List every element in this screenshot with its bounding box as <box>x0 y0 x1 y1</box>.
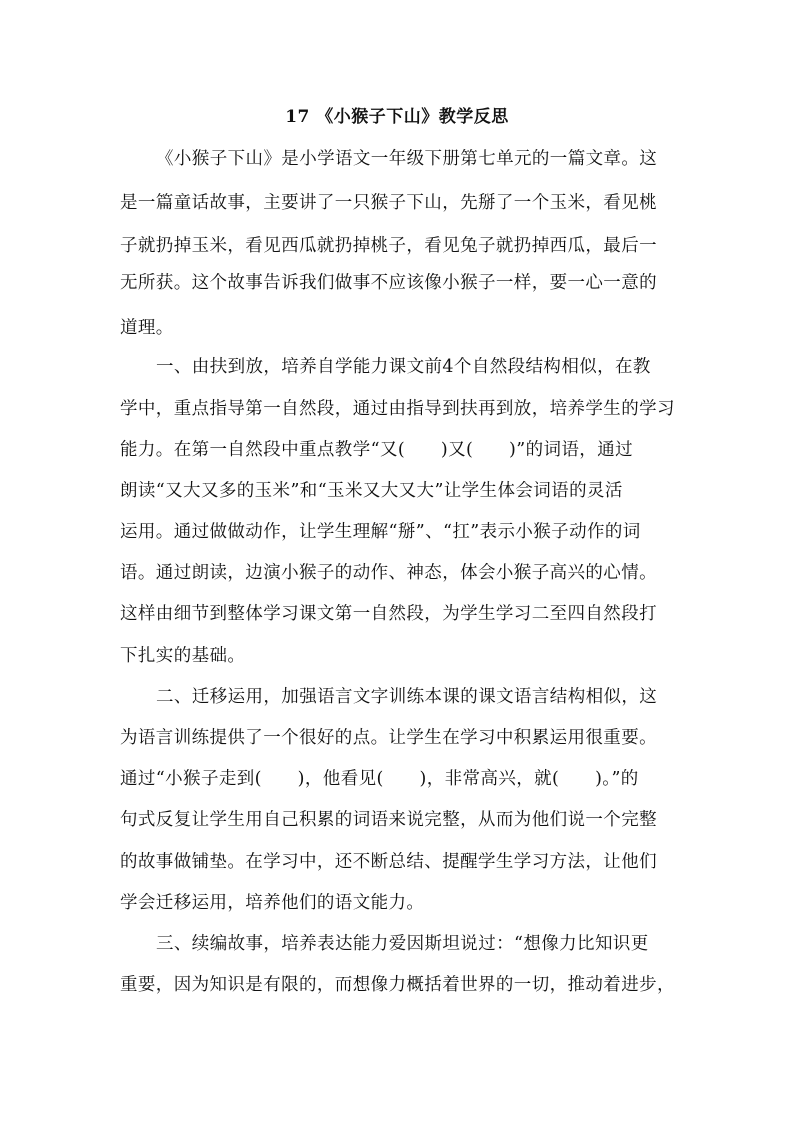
text-line: 一、由扶到放，培养自学能力课文前4个自然段结构相似，在教 <box>156 357 651 377</box>
text-line: 三、续编故事，培养表达能力爱因斯坦说过：“想像力比知识更 <box>156 934 649 954</box>
text-line: 朗读“又大又多的玉米”和“玉米又大又大”让学生体会词语的灵活 <box>120 481 623 501</box>
text-line: 通过“小猴子走到( )，他看见( )，非常高兴，就( )。”的 <box>120 769 639 789</box>
text-line: 二、迁移运用，加强语言文字训练本课的课文语言结构相似，这 <box>156 687 658 707</box>
text-line: 下扎实的基础。 <box>120 646 246 666</box>
text-line: 无所获。这个故事告诉我们做事不应该像小猴子一样，要一心一意的 <box>120 273 657 293</box>
text-line: 学会迁移运用，培养他们的语文能力。 <box>120 893 425 913</box>
text-line: 《小猴子下山》是小学语文一年级下册第七单元的一篇文章。这 <box>156 149 658 169</box>
text-line: 句式反复让学生用自己积累的词语来说完整，从而为他们说一个完整 <box>120 810 657 830</box>
text-line: 子就扔掉玉米，看见西瓜就扔掉桃子，看见兔子就扔掉西瓜，最后一 <box>120 236 657 256</box>
text-line: 能力。在第一自然段中重点教学“又( )又( )”的词语，通过 <box>120 440 634 460</box>
text-line: 语。通过朗读，边演小猴子的动作、神态，体会小猴子高兴的心情。 <box>120 563 657 583</box>
text-line: 重要，因为知识是有限的，而想像力概括着世界的一切，推动着进步， <box>120 975 675 995</box>
text-line: 为语言训练提供了一个很好的点。让学生在学习中积累运用很重要。 <box>120 728 657 748</box>
text-line: 道理。 <box>120 318 174 338</box>
text-line: 的故事做铺垫。在学习中，还不断总结、提醒学生学习方法，让他们 <box>120 852 657 872</box>
text-line: 是一篇童话故事，主要讲了一只猴子下山，先掰了一个玉米，看见桃 <box>120 193 657 213</box>
document-title: 17 《小猴子下山》教学反思 <box>285 107 509 127</box>
text-line: 运用。通过做做动作，让学生理解“掰”、“扛”表示小猴子动作的词 <box>120 522 641 542</box>
text-line: 学中，重点指导第一自然段，通过由指导到扶再到放，培养学生的学习 <box>120 399 675 419</box>
text-line: 这样由细节到整体学习课文第一自然段，为学生学习二至四自然段打 <box>120 604 657 624</box>
